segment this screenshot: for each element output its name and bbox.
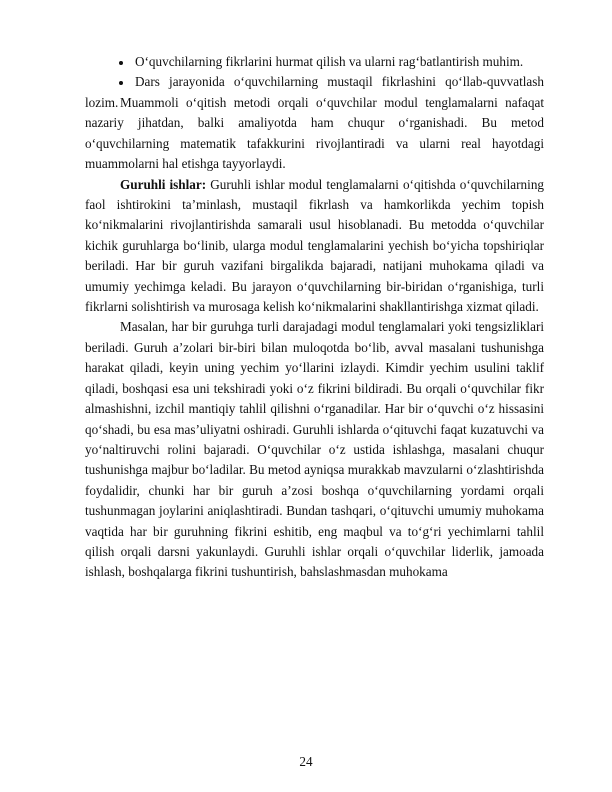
paragraph-guruhli-ishlar	[85, 175, 544, 318]
bullet-text: Dars jarayonida o‘quvchilarning mustaqil fikrlashini qo‘llab-quvvatlash lozim.	[85, 74, 544, 110]
bullet-icon	[119, 61, 123, 65]
bullet-icon	[119, 81, 123, 85]
bullet-item	[85, 52, 544, 72]
paragraph-masalan: Masalan, har bir guruhga turli darajadagi modul tenglamalari yoki tengsizliklari beriladi. Guruh a’zolari bir-biri bilan muloqotda bo‘lib, avval masalani tushunishga harakat qiladi, keyin uning yechim yo‘llarini izlaydi. Kimdir yechim usulini taklif qiladi, boshqasi esa uni tekshiradi yoki o‘z fikrini bildiradi. Bu orqali o‘quvchilar fikr almashishni, izchil mantiqiy tahlil qilishni o‘rganadilar. Har bir o‘quvchi o‘z hissasini qo‘shadi, bu esa mas’uliyatni oshiradi. Guruhli ishlarda o‘qituvchi faqat kuzatuvchi va yo‘naltiruvchi rolini bajaradi. O‘quvchilar o‘z ustida ishlashga, masalani chuqur tushunishga majbur bo‘ladilar. Bu metod ayniqsa murakkab mavzularni o‘zlashtirishda foydalidir, chunki har bir guruh a’zosi boshqa o‘quvchilarning yordami orqali tushunmagan joylarini aniqlashtiradi. Bundan tashqari, o‘qituvchi umumiy muhokama vaqtida har bir guruhning fikrini eshitib, eng maqbul va to‘g‘ri yechimlarni tahlil qilish orqali darsni yakunlaydi. Guruhli ishlar orqali o‘quvchilar liderlik, jamoada ishlash, boshqalarga fikrini tushuntirish, bahslashmasdan muhokama	[85, 319, 544, 580]
bullet-text: O‘quvchilarning fikrlarini hurmat qilish va ularni rag‘batlantirish muhim.	[135, 54, 524, 69]
body-text	[85, 93, 544, 583]
paragraph-lead-heading: Guruhli ishlar:	[120, 176, 207, 192]
page-number: 24	[299, 754, 313, 769]
paragraph-muammoli: Muammoli o‘qitish metodi orqali o‘quvchilar modul tenglamalarni nafaqat nazariy jihatdan, balki amaliyotda ham chuqur o‘rganishadi. Bu metod o‘quvchilarning matematik tafakkurini rivojlantiradi va ularni real hayotdagi muammolarni hal etishga tayyorlaydi.	[85, 95, 544, 172]
paragraph-body: Guruhli ishlar modul tenglamalarni o‘qitishda o‘quvchilarning faol ishtirokini ta’minlash, mustaqil fikrlash va hamkorlikda yechim topish ko‘nikmalarini rivojlantirishda samarali usul hisoblanadi. Bu metodda o‘quvchilar kichik guruhlarga bo‘linib, ularga modul tenglamalarini yechish bo‘yicha topshiriqlar beriladi. Har bir guruh vazifani birgalikda bajaradi, natijani muhokama qiladi va umumiy yechimga keladi. Bu jarayon o‘quvchilarning bir-biridan o‘rganishiga, turli fikrlarni solishtirish va murosaga kelish ko‘nikmalarini shakllantirishga xizmat qiladi.	[85, 176, 545, 315]
